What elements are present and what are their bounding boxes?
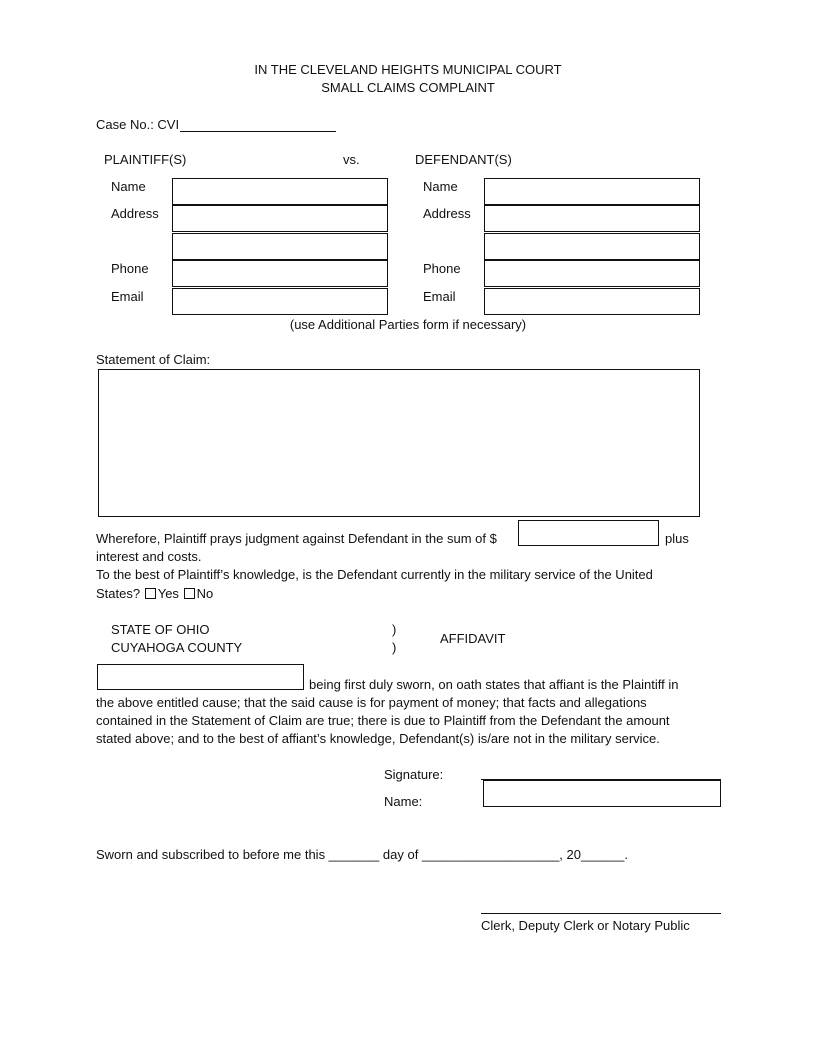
- state-label: STATE OF OHIO: [111, 622, 210, 637]
- defendant-phone-input[interactable]: [484, 260, 700, 287]
- county-label: CUYAHOGA COUNTY: [111, 640, 243, 655]
- no-checkbox[interactable]: [184, 588, 195, 599]
- military-answer-row: [96, 586, 213, 602]
- plaintiff-email-input[interactable]: [172, 288, 388, 315]
- case-number-label: Case No.: CVI: [96, 117, 180, 132]
- affidavit-line2: the above entitled cause; that the said cause is for payment of money; that facts and allegations: [96, 695, 647, 710]
- defendant-email-label: Email: [423, 289, 456, 304]
- plaintiff-name-label: Name: [111, 179, 146, 194]
- yes-label: Yes: [157, 586, 179, 601]
- plaintiff-phone-input[interactable]: [172, 260, 388, 287]
- statement-of-claim-label: Statement of Claim:: [96, 352, 211, 367]
- affidavit-line3: contained in the Statement of Claim are true; there is due to Plaintiff from the Defendant the amount: [96, 713, 670, 728]
- sworn-statement: Sworn and subscribed to before me this _______ day of ___________________, 20______.: [96, 847, 628, 862]
- additional-parties-note: (use Additional Parties form if necessary): [289, 317, 527, 332]
- venue-paren-2: ): [392, 640, 397, 655]
- affiant-name-input[interactable]: [97, 664, 304, 690]
- statement-of-claim-textarea[interactable]: [98, 369, 700, 517]
- judgment-line2: interest and costs.: [96, 549, 202, 564]
- plaintiff-address-label: Address: [111, 206, 159, 221]
- signer-name-input[interactable]: [483, 780, 721, 807]
- defendant-email-input[interactable]: [484, 288, 700, 315]
- signature-label: Signature:: [384, 767, 444, 782]
- defendant-heading: DEFENDANT(S): [415, 152, 512, 167]
- defendant-phone-label: Phone: [423, 261, 461, 276]
- military-question: To the best of Plaintiff’s knowledge, is the Defendant currently in the military service of the United: [96, 567, 653, 582]
- judgment-prefix: Wherefore, Plaintiff prays judgment against Defendant in the sum of $: [96, 531, 497, 546]
- court-title: IN THE CLEVELAND HEIGHTS MUNICIPAL COURT: [254, 62, 562, 77]
- plaintiff-email-label: Email: [111, 289, 144, 304]
- defendant-address-input-1[interactable]: [484, 205, 700, 232]
- defendant-address-label: Address: [423, 206, 471, 221]
- yes-checkbox[interactable]: [145, 588, 156, 599]
- defendant-name-input[interactable]: [484, 178, 700, 205]
- plaintiff-heading: PLAINTIFF(S): [104, 152, 187, 167]
- military-question-end: States?: [96, 586, 141, 601]
- defendant-address-input-2[interactable]: [484, 233, 700, 260]
- affidavit-heading: AFFIDAVIT: [440, 631, 506, 646]
- affidavit-line1: being first duly sworn, on oath states that affiant is the Plaintiff in: [309, 677, 679, 692]
- plaintiff-name-input[interactable]: [172, 178, 388, 205]
- judgment-suffix: plus: [665, 531, 689, 546]
- versus-label: vs.: [343, 152, 360, 167]
- case-number-field[interactable]: [180, 131, 336, 132]
- defendant-name-label: Name: [423, 179, 458, 194]
- form-title: SMALL CLAIMS COMPLAINT: [321, 80, 495, 95]
- judgment-amount-input[interactable]: [518, 520, 659, 546]
- plaintiff-phone-label: Phone: [111, 261, 149, 276]
- affidavit-line4: stated above; and to the best of affiant’s knowledge, Defendant(s) is/are not in the military service.: [96, 731, 660, 746]
- venue-paren-1: ): [392, 622, 397, 637]
- plaintiff-address-input-2[interactable]: [172, 233, 388, 260]
- clerk-signature-line[interactable]: [481, 913, 721, 914]
- plaintiff-address-input-1[interactable]: [172, 205, 388, 232]
- clerk-label: Clerk, Deputy Clerk or Notary Public: [481, 918, 690, 933]
- no-label: No: [196, 586, 214, 601]
- name-label: Name:: [384, 794, 423, 809]
